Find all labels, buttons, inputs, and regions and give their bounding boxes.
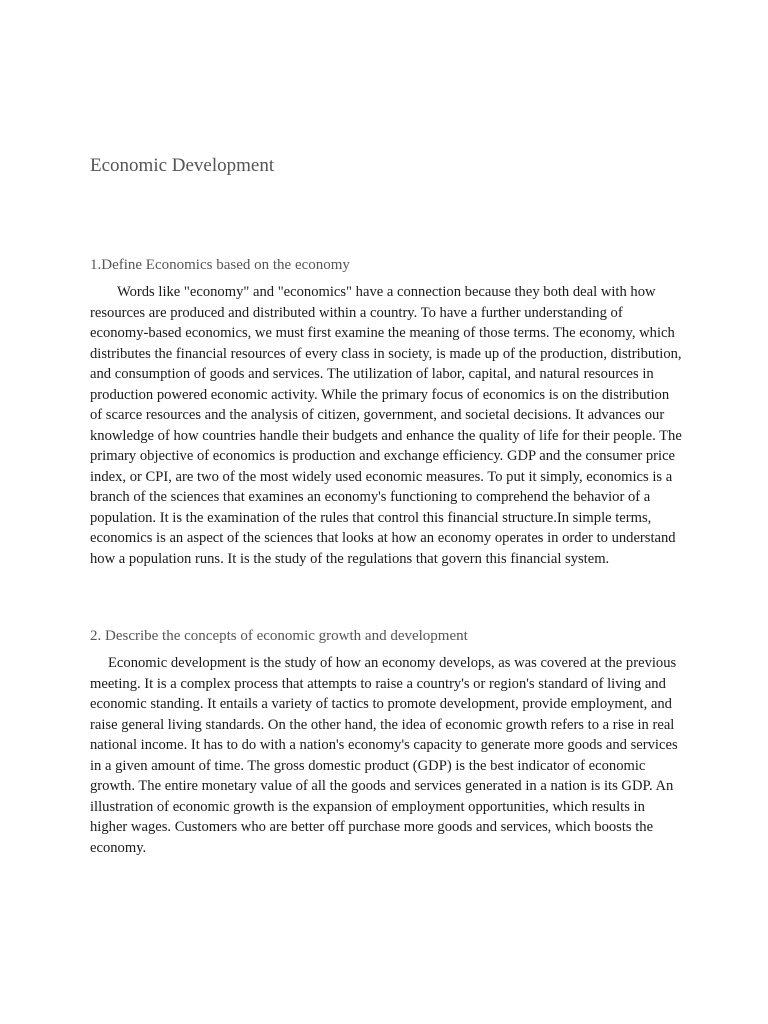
document-title: Economic Development	[90, 155, 275, 176]
section-paragraph: Words like "economy" and "economics" have a connection because they both deal with how resources are produced and distributed within a country. To have a further understanding of economy-based economics, we must first examine the meaning of those terms. The economy, which distributes the financial resources of every class in society, is made up of the production, distribution, and consumption of goods and services. The utilization of labor, capital, and natural resources in production powered economic activity. While the primary focus of economics is on the distribution of scarce resources and the analysis of citizen, government, and societal decisions. It advances our knowledge of how countries handle their budgets and enhance the quality of life for their people. The primary objective of economics is production and exchange efficiency. GDP and the consumer price index, or CPI, are two of the most widely used economic measures. To put it simply, economics is a branch of the sciences that examines an economy's functioning to comprehend the behavior of a population. It is the examination of the rules that control this financial structure.In simple terms, economics is an aspect of the sciences that looks at how an economy operates in order to understand how a population runs. It is the study of the regulations that govern this financial system.	[90, 284, 682, 567]
section-heading: 2. Describe the concepts of economic growth and development	[90, 628, 468, 644]
section-paragraph: Economic development is the study of how an economy develops, as was covered at the previous meeting. It is a complex process that attempts to raise a country's or region's standard of living and economic standing. It entails a variety of tactics to promote development, provide employment, and raise general living standards. On the other hand, the idea of economic growth refers to a rise in real national income. It has to do with a nation's economy's capacity to generate more goods and services in a given amount of time. The gross domestic product (GDP) is the best indicator of economic growth. The entire monetary value of all the goods and services generated in a nation is its GDP. An illustration of economic growth is the expansion of employment opportunities, which results in higher wages. Customers who are better off purchase more goods and services, which boosts the economy.	[90, 655, 678, 856]
section-heading: 1.Define Economics based on the economy	[90, 257, 350, 273]
